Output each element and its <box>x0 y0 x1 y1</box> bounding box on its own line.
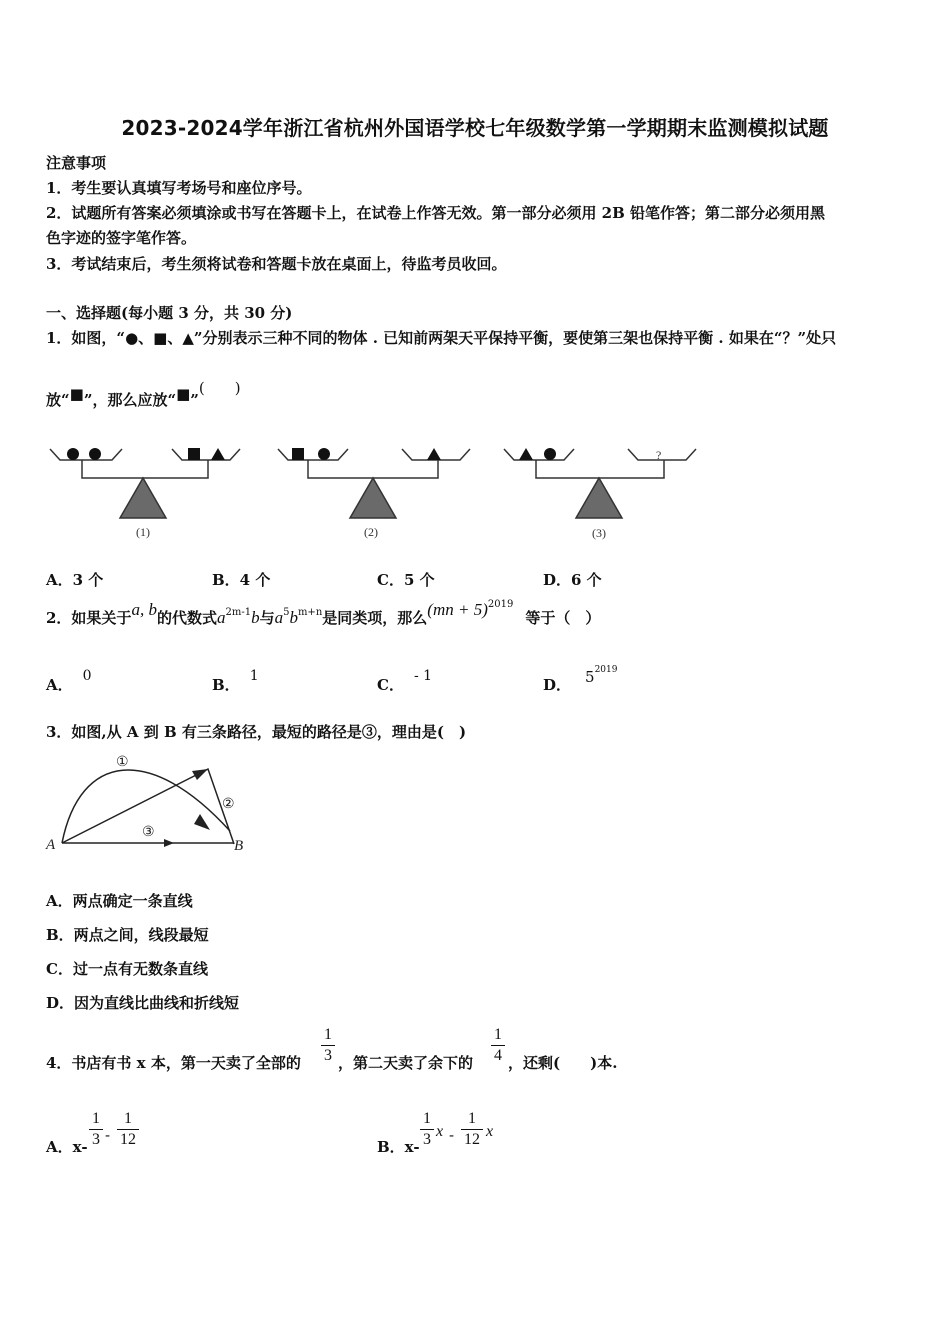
option-value: 5 <box>585 668 595 686</box>
q1-answer-paren: ( ) <box>198 379 241 397</box>
fraction-denominator: 12 <box>464 1131 480 1148</box>
q4-stem-b: ，第二天卖了余下的 <box>338 1054 474 1072</box>
option-label: D． <box>543 676 572 694</box>
balance-figure <box>40 440 710 550</box>
fraction-bar <box>491 1045 505 1046</box>
q1-option-d: D．6 个 <box>543 571 602 589</box>
notice-item-1: 1．考生要认真填写考场号和座位序号。 <box>46 179 312 197</box>
fraction-denominator: 4 <box>494 1047 502 1064</box>
q2-mid2: 与 <box>259 609 275 627</box>
figure-label-2: (2) <box>364 525 378 539</box>
question-mark: ? <box>656 448 662 462</box>
q3-stem: 3．如图,从 A 到 B 有三条路径，最短的路径是③，理由是( ) <box>46 723 467 741</box>
notice-item-2-cont: 色字迹的签字笔作答。 <box>46 229 197 247</box>
q2-stem <box>46 599 601 628</box>
fraction-numerator: 1 <box>92 1110 100 1127</box>
arrow-2 <box>192 769 208 780</box>
figure-label-3: (3) <box>592 526 606 540</box>
q4-fraction-1 <box>321 1026 335 1065</box>
term2-exp2: m+n <box>297 607 323 618</box>
exam-title: 2023-2024学年浙江省杭州外国语学校七年级数学第一学期期末监测模拟试题 <box>121 116 829 140</box>
q2-option-c <box>377 668 433 695</box>
option-value: 1 <box>249 668 259 684</box>
q2-expr: (mn + 5) <box>427 600 488 619</box>
notice-item-2: 2．试题所有答案必须填涂或书写在答题卡上，在试卷上作答无效。第一部分必须用 2B 铅笔作答；第二部分必须用黑 <box>46 204 826 222</box>
fraction-denominator: 3 <box>324 1047 332 1064</box>
fraction-numerator: 1 <box>324 1026 332 1043</box>
balance-3 <box>504 448 696 518</box>
term2-base2: b <box>289 608 298 627</box>
fraction-numerator: 1 <box>494 1026 502 1043</box>
option-value: - 1 <box>413 668 433 684</box>
q1-option-c: C．5 个 <box>377 571 435 589</box>
fraction-numerator: 1 <box>423 1110 431 1127</box>
term1-exp: 2m-1 <box>225 607 252 618</box>
path-figure <box>40 748 260 858</box>
term2-base1: a <box>274 608 284 627</box>
q2-mid1: 的代数式 <box>156 609 217 627</box>
q4-a-fraction-2 <box>117 1110 139 1149</box>
fraction-bar <box>117 1129 139 1130</box>
q2-mid3: 是同类项，那么 <box>322 609 428 627</box>
fraction-numerator: 1 <box>124 1110 132 1127</box>
q1-option-a: A．3 个 <box>46 571 104 589</box>
q4-b-fraction-2 <box>461 1110 483 1149</box>
fraction-denominator: 3 <box>423 1131 431 1148</box>
section-heading: 一、选择题(每小题 3 分，共 30 分) <box>46 304 293 322</box>
arrow-1 <box>194 814 210 830</box>
fraction-bar <box>420 1129 434 1130</box>
q2-vars: a, b <box>131 600 157 619</box>
q3-option-a: A．两点确定一条直线 <box>46 892 193 910</box>
q1-stem: 1．如图，“●、■、▲”分别表示三种不同的物体 . 已知前两架天平保持平衡，要使第三架也保持平衡 . 如果在“？”处只 <box>46 329 837 347</box>
balance-1 <box>50 448 240 518</box>
q4-option-b-label: B．x- <box>377 1138 420 1156</box>
q4-stem-c: ，还剩( )本. <box>508 1054 618 1072</box>
q3-option-d: D．因为直线比曲线和折线短 <box>46 994 240 1012</box>
fraction-bar <box>89 1129 103 1130</box>
option-exp: 2019 <box>594 665 618 675</box>
fraction-denominator: 3 <box>92 1131 100 1148</box>
q1-text-b: ”，那么应放“ <box>83 391 177 409</box>
q1-stem-line2 <box>46 379 241 410</box>
q4-a-operator: - <box>105 1126 111 1144</box>
q2-prefix: 2．如果关于 <box>46 609 132 627</box>
q2-option-a <box>46 668 92 695</box>
figure-label-1: (1) <box>136 525 150 539</box>
q2-option-d <box>543 665 618 695</box>
option-label: A． <box>46 676 73 694</box>
term1-base: a <box>216 608 226 627</box>
fraction-bar <box>321 1045 335 1046</box>
q4-b-var-1: x <box>436 1123 444 1140</box>
q1-text-a: 放“ <box>46 391 70 409</box>
q4-fraction-2 <box>491 1026 505 1065</box>
square-glyph-2: ■ <box>176 385 191 403</box>
path-3-label: ③ <box>142 825 155 840</box>
q1-text-c: ” <box>190 391 199 409</box>
option-value: 0 <box>82 668 92 684</box>
term2-exp1: 5 <box>283 607 290 618</box>
point-b-label: B <box>234 838 244 854</box>
notice-heading: 注意事项 <box>46 154 107 172</box>
q4-option-a-label: A．x- <box>46 1138 88 1156</box>
q3-option-b: B．两点之间，线段最短 <box>46 926 209 944</box>
fraction-bar <box>461 1129 483 1130</box>
q1-option-b: B．4 个 <box>212 571 271 589</box>
option-label: C． <box>377 676 404 694</box>
q3-option-c: C．过一点有无数条直线 <box>46 960 208 978</box>
point-a-label: A <box>46 837 56 853</box>
option-label: B． <box>212 676 240 694</box>
q2-option-b <box>212 668 259 695</box>
path-2-label: ② <box>222 797 235 812</box>
q4-b-operator: - <box>449 1126 455 1144</box>
fraction-denominator: 12 <box>120 1131 136 1148</box>
balance-2 <box>278 448 470 518</box>
fraction-numerator: 1 <box>468 1110 476 1127</box>
q4-stem-a: 4．书店有书 x 本，第一天卖了全部的 <box>46 1054 301 1072</box>
q2-expr-exp: 2019 <box>487 599 514 610</box>
q2-suffix: 等于（ ） <box>525 609 601 627</box>
arrow-3 <box>164 839 174 847</box>
q4-b-var-2: x <box>486 1123 494 1140</box>
q4-a-fraction-1 <box>89 1110 103 1149</box>
q4-b-fraction-1 <box>420 1110 434 1149</box>
term1-tail: b <box>251 608 260 627</box>
notice-item-3: 3．考试结束后，考生须将试卷和答题卡放在桌面上，待监考员收回。 <box>46 255 507 273</box>
square-glyph-1: ■ <box>69 385 84 403</box>
path-1-label: ① <box>116 755 129 770</box>
